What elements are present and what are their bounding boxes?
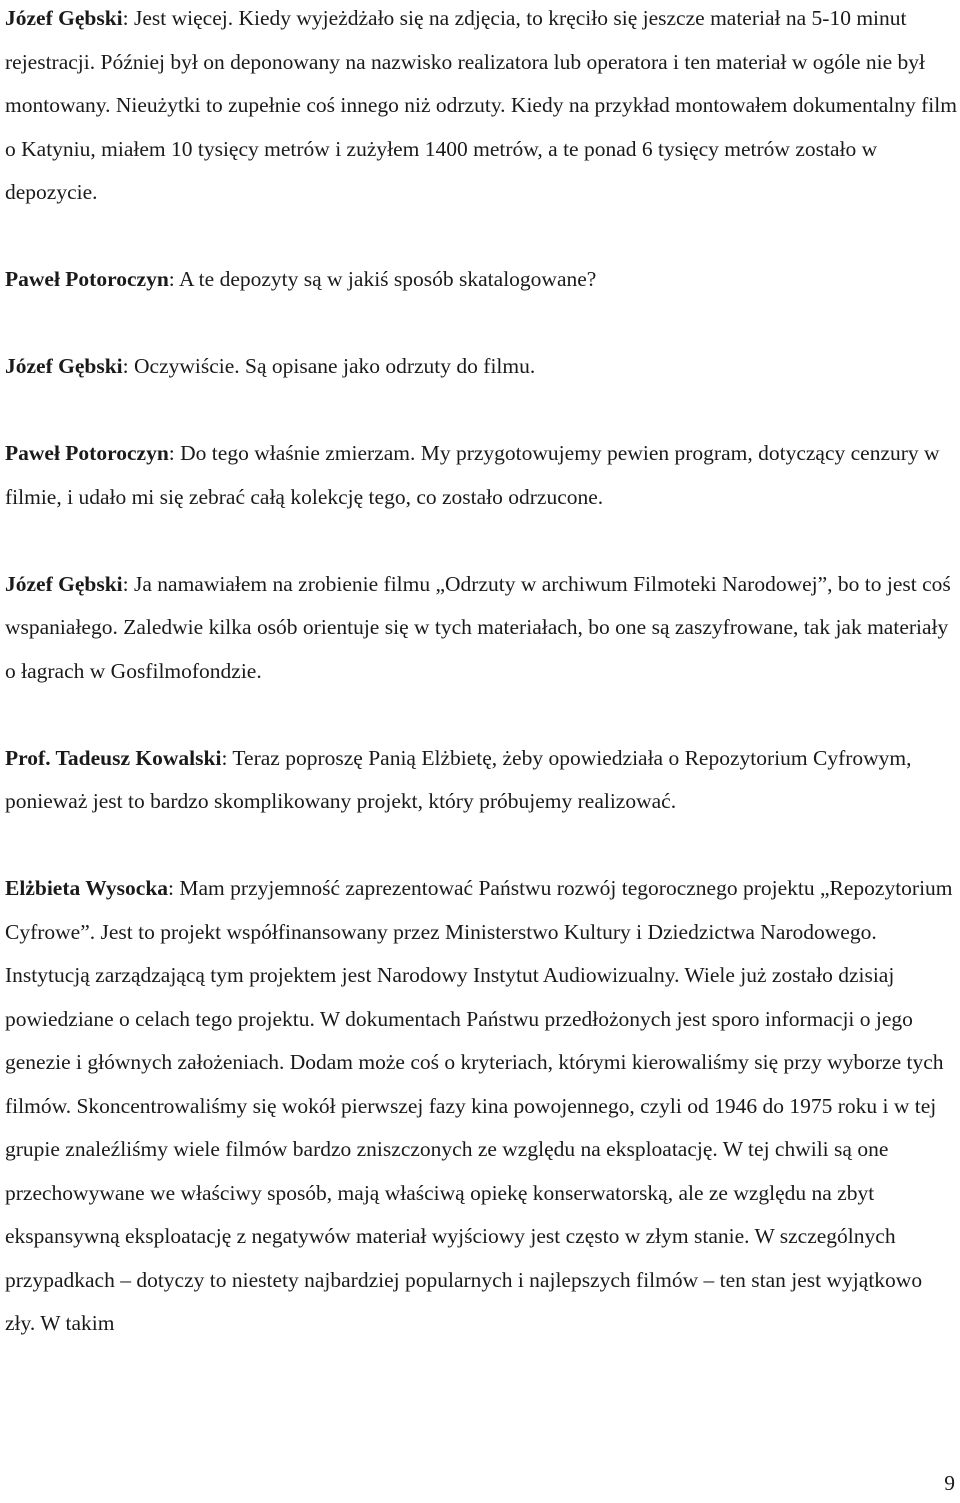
paragraph-text: : Teraz poproszę Panią Elżbietę, żeby opowiedziała o Repozytorium Cyfrowym, ponieważ jest to bardzo skomplikowany projekt, który próbujemy realizować. bbox=[5, 745, 912, 813]
transcript-paragraph-5 bbox=[5, 563, 957, 694]
transcript-paragraph-7 bbox=[5, 867, 957, 1346]
transcript-paragraph-3 bbox=[5, 345, 957, 389]
page-number: 9 bbox=[944, 1471, 955, 1495]
speaker-name: Józef Gębski bbox=[5, 571, 123, 596]
paragraph-text: : Ja namawiałem na zrobienie filmu „Odrzuty w archiwum Filmoteki Narodowej”, bo to jest coś wspaniałego. Zaledwie kilka osób orientuje się w tych materiałach, bo one są zaszyfrowane, tak jak materiały o łagrach w Gosfilmofondzie. bbox=[5, 571, 951, 683]
speaker-name: Józef Gębski bbox=[5, 354, 123, 378]
transcript-paragraph-2 bbox=[5, 258, 957, 302]
paragraph-text: : Oczywiście. Są opisane jako odrzuty do filmu. bbox=[122, 354, 536, 378]
transcript-paragraph-4 bbox=[5, 432, 957, 519]
transcript-paragraph-1 bbox=[5, 0, 957, 215]
speaker-name: Paweł Potoroczyn bbox=[5, 267, 169, 291]
paragraph-text: : Mam przyjemność zaprezentować Państwu rozwój tegorocznego projektu „Repozytorium Cyfrowe”. Jest to projekt współfinansowany przez Ministerstwo Kultury i Dziedzictwa Narodowego. Instytucją zarządzającą tym projektem jest Narodowy Instytut Audiowizualny. Wiele już zostało dzisiaj powiedziane o celach tego projektu. W dokumentach Państwu przedłożonych jest sporo informacji o jego genezie i głównych założeniach. Dodam może coś o kryteriach, którymi kierowaliśmy się przy wyborze tych filmów. Skoncentrowaliśmy się wokół pierwszej fazy kina powojennego, czyli od 1946 do 1975 roku i w tej grupie znaleźliśmy wiele filmów bardzo zniszczonych ze względu na eksploatację. W tej chwili są one przechowywane we właściwy sposób, mają właściwą opiekę konserwatorską, ale ze względu na zbyt ekspansywną eksploatację z negatywów materiał wyjściowy jest często w złym stanie. W szczególnych przypadkach – dotyczy to niestety najbardziej popularnych i najlepszych filmów – ten stan jest wyjątkowo zły. W takim bbox=[5, 876, 953, 1335]
speaker-name: Józef Gębski bbox=[5, 6, 123, 30]
paragraph-text: : A te depozyty są w jakiś sposób skatalogowane? bbox=[168, 267, 597, 291]
speaker-name: Prof. Tadeusz Kowalski bbox=[5, 745, 222, 770]
paragraph-text: : Jest więcej. Kiedy wyjeżdżało się na zdjęcia, to kręciło się jeszcze materiał na 5-10 minut rejestracji. Później był on deponowany na nazwisko realizatora lub operatora i ten materiał w ogóle nie był montowany. Nieużytki to zupełnie coś innego niż odrzuty. Kiedy na przykład montowałem dokumentalny film o Katyniu, miałem 10 tysięcy metrów i zużyłem 1400 metrów, a te ponad 6 tysięcy metrów zostało w depozycie. bbox=[5, 6, 957, 204]
document-page bbox=[5, 0, 957, 1346]
speaker-name: Elżbieta Wysocka bbox=[5, 876, 169, 900]
paragraph-text: : Do tego właśnie zmierzam. My przygotowujemy pewien program, dotyczący cenzury w filmie, i udało mi się zebrać całą kolekcję tego, co zostało odrzucone. bbox=[5, 441, 940, 509]
transcript-paragraph-6 bbox=[5, 737, 957, 824]
speaker-name: Paweł Potoroczyn bbox=[5, 441, 169, 465]
